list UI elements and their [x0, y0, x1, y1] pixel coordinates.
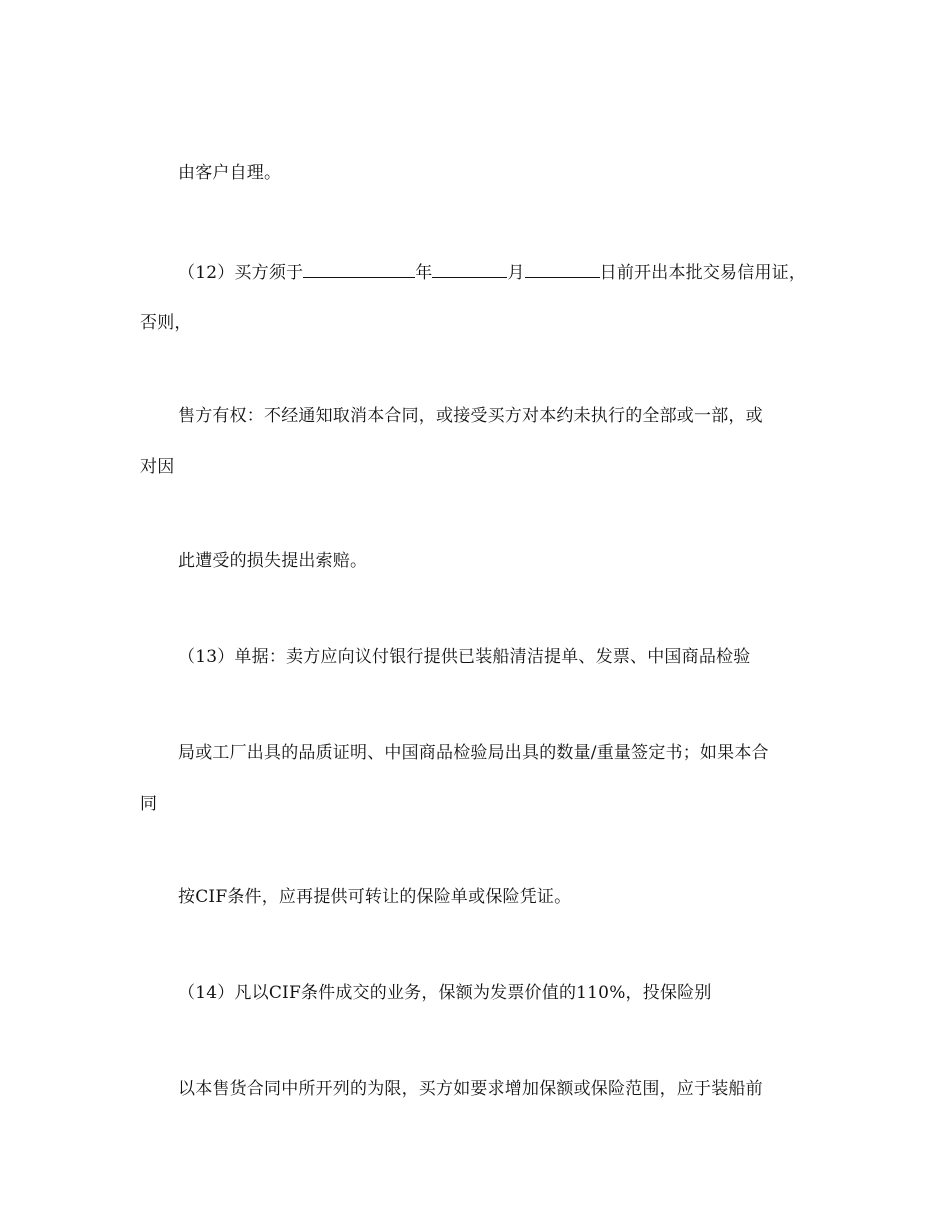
- paragraph-text: （13）单据：卖方应向议付银行提供已装船清洁提单、发票、中国商品检验: [178, 647, 751, 667]
- day-blank[interactable]: [525, 261, 600, 278]
- paragraph-text-with-blanks: [178, 261, 806, 283]
- paragraph-continuation: 对因: [140, 457, 175, 477]
- paragraph-text: 此遭受的损失提出索赔。: [178, 551, 368, 571]
- clause-12-suffix: 日前开出本批交易信用证，: [599, 263, 807, 283]
- month-label: 月: [507, 263, 525, 283]
- paragraph-text: 以本售货合同中所开列的为限，买方如要求增加保额或保险范围，应于装船前: [178, 1079, 763, 1099]
- paragraph-text: （14）凡以CIF条件成交的业务，保额为发票价值的110%，投保险别: [178, 983, 712, 1003]
- month-blank[interactable]: [432, 261, 507, 278]
- paragraph-text: 由客户自理。: [178, 163, 282, 183]
- paragraph-text: 售方有权：不经通知取消本合同，或接受买方对本约未执行的全部或一部，或: [178, 406, 763, 426]
- paragraph-text: 按CIF条件，应再提供可转让的保险单或保险凭证。: [178, 887, 572, 907]
- year-label: 年: [415, 263, 433, 283]
- clause-12-prefix: （12）买方须于: [178, 263, 304, 283]
- paragraph-text: 局或工厂出具的品质证明、中国商品检验局出具的数量/重量签定书；如果本合: [178, 743, 769, 763]
- paragraph-continuation: 否则，: [140, 313, 192, 333]
- year-blank[interactable]: [303, 261, 415, 278]
- paragraph-continuation: 同: [140, 794, 158, 814]
